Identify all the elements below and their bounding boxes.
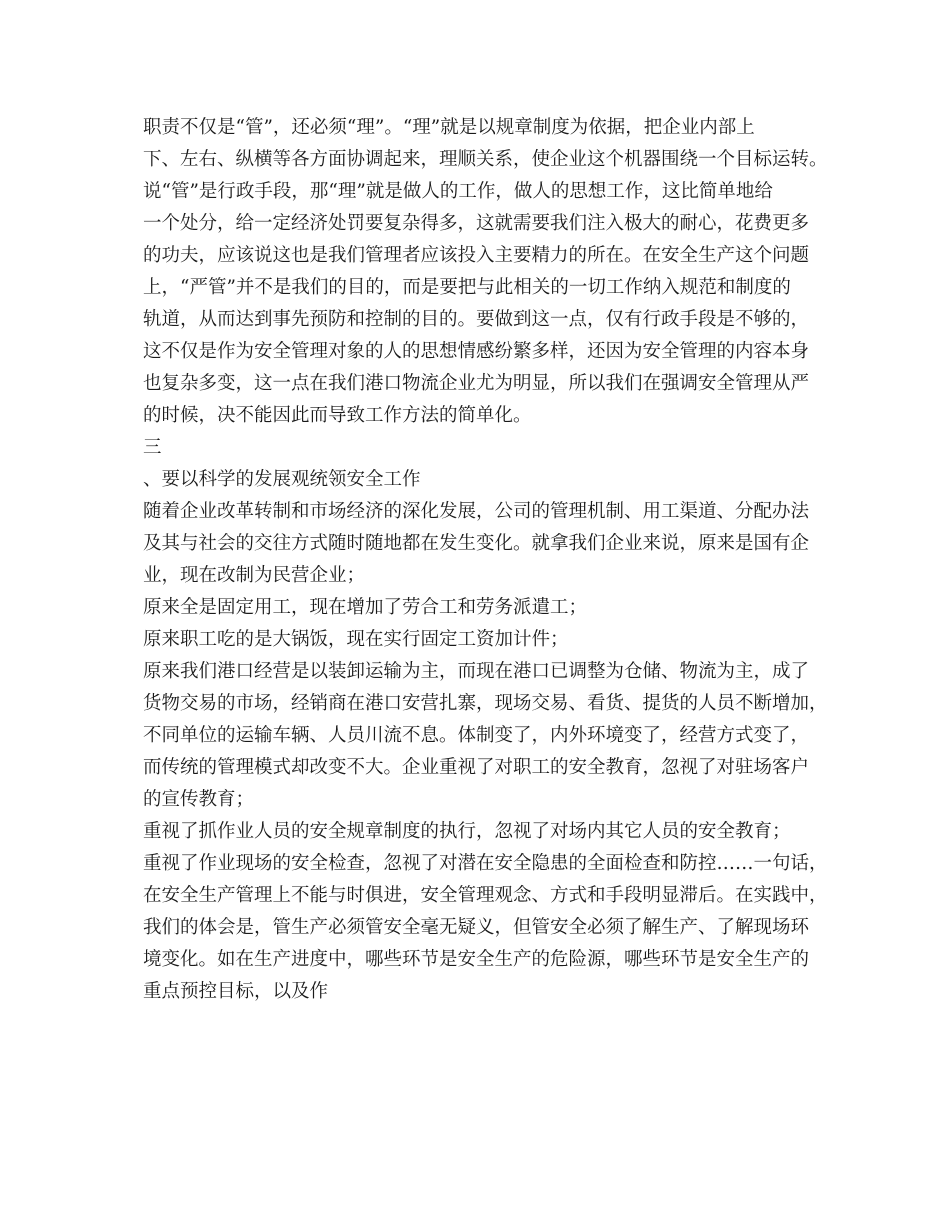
text-line: 上，“严管”并不是我们的目的，而是要把与此相关的一切工作纳入规范和制度的 (143, 277, 791, 298)
text-line: 的宣传教育； (143, 789, 255, 810)
section-heading: 、要以科学的发展观统领安全工作 (143, 469, 421, 490)
text-line: 说“管”是行政手段，那“理”就是做人的工作，做人的思想工作，这比简单地给 (143, 181, 773, 202)
text-line: 也复杂多变，这一点在我们港口物流企业尤为明显，所以我们在强调安全管理从严 (143, 373, 810, 394)
text-line: 重视了抓作业人员的安全规章制度的执行，忽视了对场内其它人员的安全教育； (143, 821, 791, 842)
text-line: 不同单位的运输车辆、人员川流不息。体制变了，内外环境变了，经营方式变了， (143, 725, 810, 746)
text-line: 重视了作业现场的安全检查，忽视了对潜在安全隐患的全面检查和防控……一句话， (143, 853, 828, 874)
text-line: 这不仅是作为安全管理对象的人的思想情感纷繁多样，还因为安全管理的内容本身 (143, 341, 810, 362)
text-line: 而传统的管理模式却改变不大。企业重视了对职工的安全教育，忽视了对驻场客户 (143, 757, 810, 778)
text-line: 及其与社会的交往方式随时随地都在发生变化。就拿我们企业来说，原来是国有企 (143, 533, 810, 554)
text-line: 轨道，从而达到事先预防和控制的目的。要做到这一点，仅有行政手段是不够的， (143, 309, 810, 330)
text-line: 境变化。如在生产进度中，哪些环节是安全生产的危险源，哪些环节是安全生产的 (143, 949, 810, 970)
document-body (143, 112, 828, 1008)
text-line: 原来我们港口经营是以装卸运输为主，而现在港口已调整为仓储、物流为主，成了 (143, 661, 810, 682)
text-line: 在安全生产管理上不能与时俱进，安全管理观念、方式和手段明显滞后。在实践中， (143, 885, 828, 906)
text-line: 原来职工吃的是大锅饭，现在实行固定工资加计件； (143, 629, 569, 650)
text-line: 原来全是固定用工，现在增加了劳合工和劳务派遣工； (143, 597, 588, 618)
section-number: 三 (143, 437, 162, 458)
text-line: 业，现在改制为民营企业； (143, 565, 366, 586)
text-line: 我们的体会是，管生产必须管安全毫无疑义，但管安全必须了解生产、了解现场环 (143, 917, 810, 938)
text-line: 下、左右、纵横等各方面协调起来，理顺关系，使企业这个机器围绕一个目标运转。 (143, 149, 828, 170)
text-line: 随着企业改革转制和市场经济的深化发展，公司的管理机制、用工渠道、分配办法 (143, 501, 810, 522)
text-line: 的时候，决不能因此而导致工作方法的简单化。 (143, 405, 532, 426)
text-line: 的功夫，应该说这也是我们管理者应该投入主要精力的所在。在安全生产这个问题 (143, 245, 810, 266)
text-line: 重点预控目标，以及作 (143, 981, 329, 1002)
text-line: 一个处分，给一定经济处罚要复杂得多，这就需要我们注入极大的耐心，花费更多 (143, 213, 810, 234)
text-line: 职责不仅是“管”，还必须“理”。“理”就是以规章制度为依据，把企业内部上 (143, 117, 755, 138)
text-line: 货物交易的市场，经销商在港口安营扎寨，现场交易、看货、提货的人员不断增加， (143, 693, 828, 714)
